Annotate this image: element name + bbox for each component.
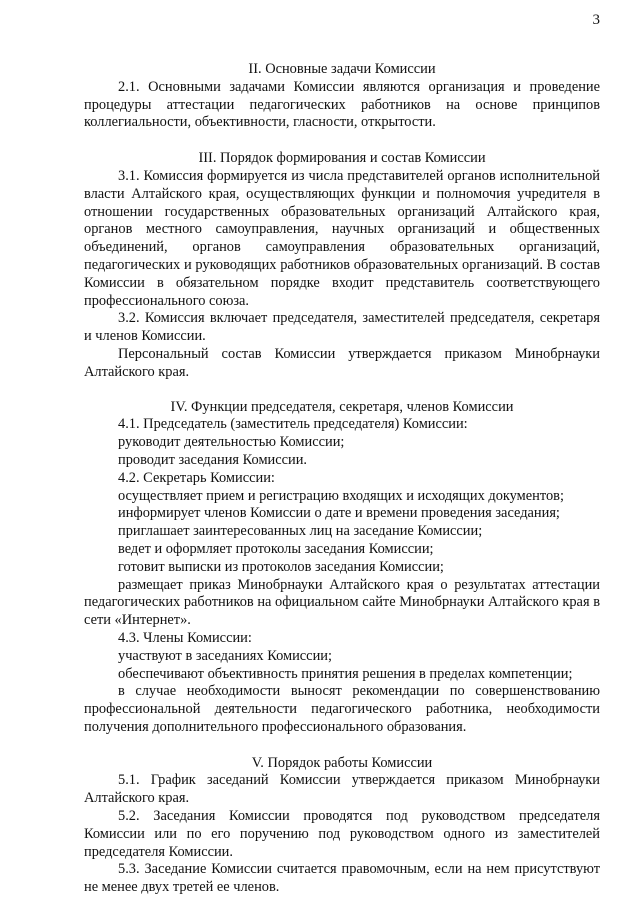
- paragraph-3-1: 3.1. Комиссия формируется из числа представителей органов исполнительной власти Алтайского края, осуществляющих функции и полномочия учредителя в отношении государственных образовательных организаций Алтайского края, органов местного самоуправления, научных организаций и общественных объединений, органов самоуправления образовательных организаций, педагогических и руководящих работников образовательных организаций. В состав Комиссии в обязательном порядке входит представитель соответствующего профессионального союза.: [84, 167, 600, 309]
- paragraph-4-1: 4.1. Председатель (заместитель председателя) Комиссии:: [118, 416, 468, 433]
- list-item: готовит выписки из протоколов заседания Комиссии;: [118, 558, 444, 575]
- paragraph-4-3: 4.3. Члены Комиссии:: [118, 629, 252, 646]
- document-body: [84, 61, 600, 897]
- list-item: в случае необходимости выносят рекомендации по совершенствованию профессиональной деятельности педагогического работника, необходимости получения дополнительного профессионального образования.: [84, 683, 600, 735]
- section-2-heading: II. Основные задачи Комиссии: [248, 61, 436, 77]
- page-number: 3: [592, 12, 600, 28]
- paragraph-5-3: 5.3. Заседание Комиссии считается правомочным, если на нем присутствуют не менее двух третей ее членов.: [84, 861, 600, 896]
- list-item: размещает приказ Минобрнауки Алтайского края о результатах аттестации педагогических работников на официальном сайте Минобрнауки Алтайского края в сети «Интернет».: [84, 576, 600, 629]
- paragraph-2-1: 2.1. Основными задачами Комиссии являются организация и проведение процедуры аттестации педагогических работников на основе принципов коллегиальности, объективности, гласности, открытости.: [84, 78, 600, 131]
- paragraph-5-2: 5.2. Заседания Комиссии проводятся под руководством председателя Комиссии или по его поручению под руководством одного из заместителей председателя Комиссии.: [84, 808, 600, 860]
- list-item: руководит деятельностью Комиссии;: [118, 434, 345, 451]
- paragraph-4-2: 4.2. Секретарь Комиссии:: [118, 469, 275, 486]
- paragraph-3-2: 3.2. Комиссия включает председателя, заместителей председателя, секретаря и членов Комиссии.: [84, 310, 600, 345]
- list-item: приглашает заинтересованных лиц на заседание Комиссии;: [118, 523, 483, 540]
- paragraph-5-1: 5.1. График заседаний Комиссии утверждается приказом Минобрнауки Алтайского края.: [84, 772, 600, 807]
- list-item: информирует членов Комиссии о дате и времени проведения заседания;: [118, 505, 560, 522]
- list-item: участвуют в заседаниях Комиссии;: [118, 647, 332, 664]
- section-4-heading: IV. Функции председателя, секретаря, членов Комиссии: [170, 398, 514, 415]
- list-item: ведет и оформляет протоколы заседания Комиссии;: [118, 540, 434, 557]
- section-3-heading: III. Порядок формирования и состав Комиссии: [198, 150, 486, 167]
- list-item: обеспечивают объективность принятия решения в пределах компетенции;: [118, 665, 573, 682]
- paragraph-3-3: Персональный состав Комиссии утверждается приказом Минобрнауки Алтайского края.: [84, 345, 600, 380]
- list-item: осуществляет прием и регистрацию входящих и исходящих документов;: [118, 487, 564, 504]
- document-page: [84, 0, 600, 905]
- list-item: проводит заседания Комиссии.: [118, 451, 308, 468]
- section-5-heading: V. Порядок работы Комиссии: [251, 754, 433, 771]
